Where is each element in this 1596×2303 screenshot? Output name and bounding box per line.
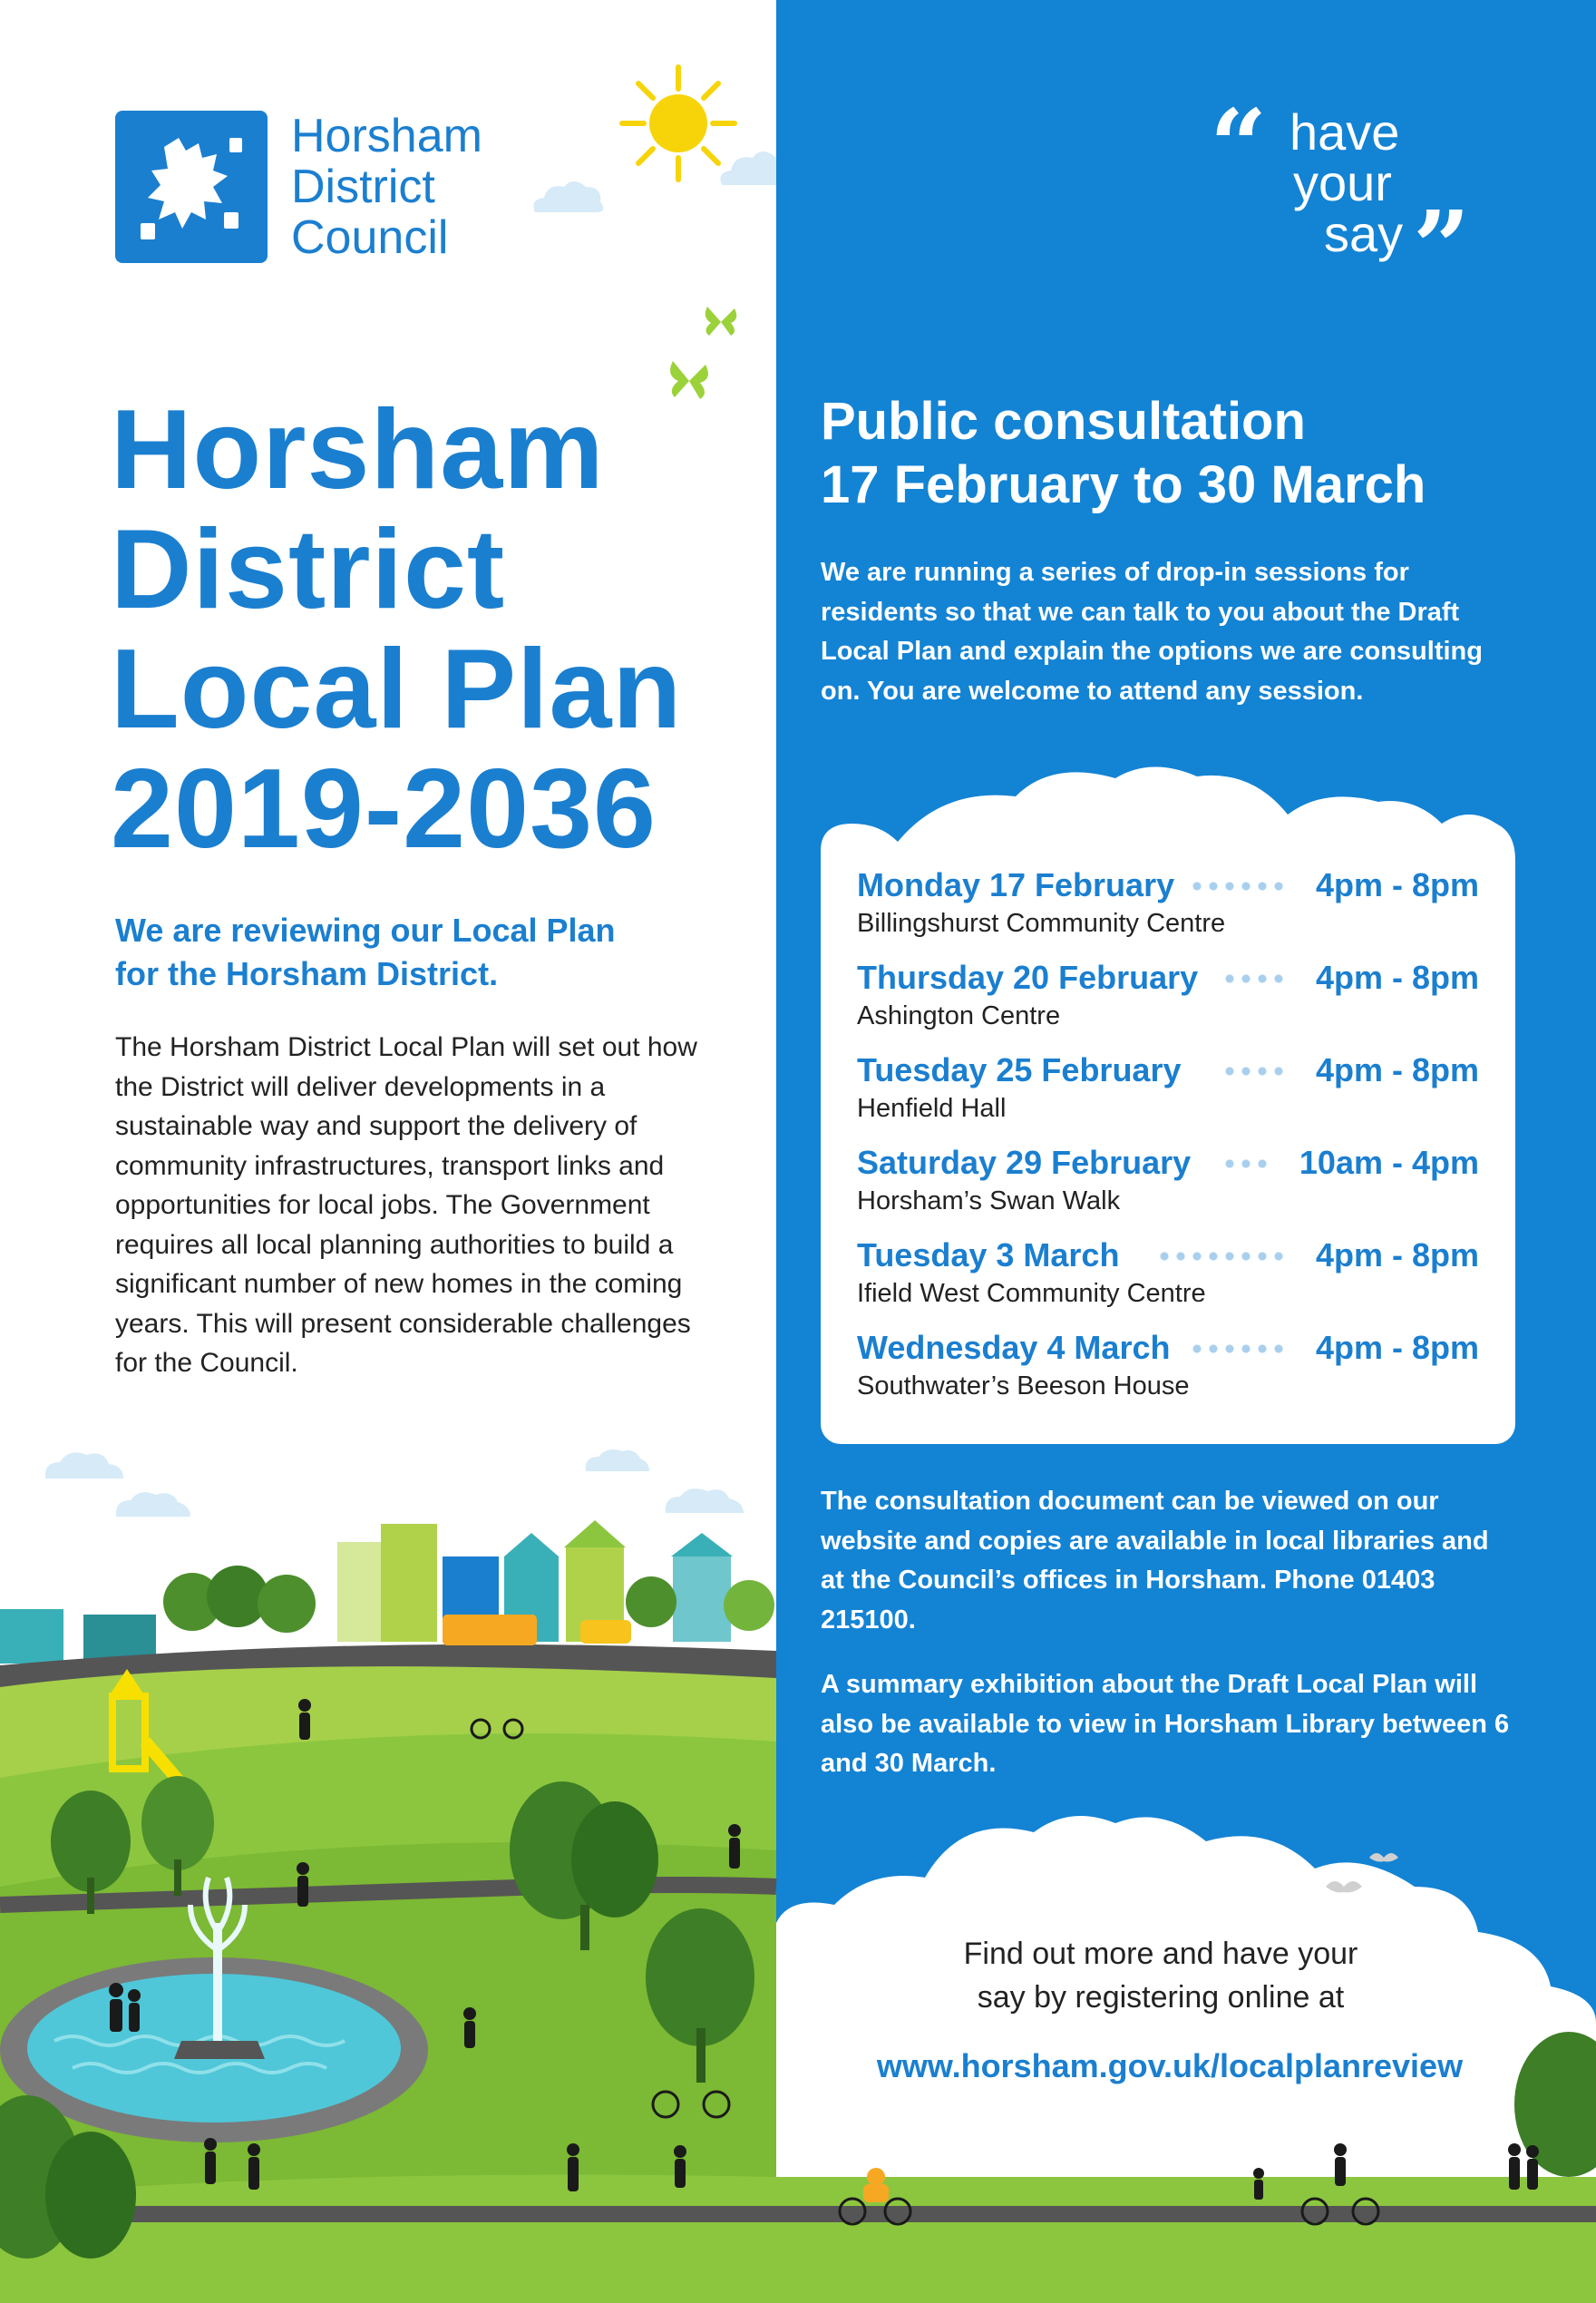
session-time: 4pm - 8pm xyxy=(1315,1051,1479,1088)
session-day: Saturday 29 February xyxy=(857,1144,1192,1181)
session-day: Tuesday 25 February xyxy=(857,1051,1182,1088)
find-out-line: Find out more and have your xyxy=(963,1937,1358,1971)
open-quote-icon: “ xyxy=(1210,87,1268,204)
session-venue: Ashington Centre xyxy=(857,1001,1061,1030)
subtitle-line: for the Horsham District. xyxy=(115,955,499,992)
session-time: 4pm - 8pm xyxy=(1315,1329,1479,1366)
council-name-line: Council xyxy=(291,211,449,264)
session-venue: Southwater’s Beeson House xyxy=(857,1371,1190,1400)
session-time: 4pm - 8pm xyxy=(1315,866,1479,903)
find-out-line: say by registering online at xyxy=(977,1980,1345,2015)
session-time: 4pm - 8pm xyxy=(1315,959,1479,996)
session-venue: Horsham’s Swan Walk xyxy=(857,1186,1121,1215)
council-name-line: Horsham xyxy=(291,110,482,162)
document-info: The consultation document can be viewed on our website and copies are available in local libraries and at the Council’s offices in Horsham. Phone 01403 215100. xyxy=(821,1487,1489,1635)
session-day: Tuesday 3 March xyxy=(857,1236,1120,1273)
title-line: Local Plan xyxy=(111,627,683,752)
title-line: 2019-2036 xyxy=(111,747,657,872)
find-out-more xyxy=(889,1932,1433,2019)
title-line: District xyxy=(111,507,506,632)
have-your-say-line: your xyxy=(1293,154,1392,211)
session-day: Wednesday 4 March xyxy=(857,1329,1171,1366)
council-name-line: District xyxy=(291,161,435,213)
exhibition-info: A summary exhibition about the Draft Local Plan will also be available to view in Horsham Library between 6 and 30 March. xyxy=(821,1670,1510,1778)
subtitle-line: We are reviewing our Local Plan xyxy=(115,912,616,949)
consultation-heading-line: Public consultation xyxy=(821,392,1306,451)
consultation-intro: We are running a series of drop-in sessions for residents so that we can talk to you about the Draft Local Plan and explain the options we are consulting on. You are welcome to attend any session. xyxy=(821,558,1483,706)
session-time: 4pm - 8pm xyxy=(1315,1236,1479,1273)
session-day: Thursday 20 February xyxy=(857,959,1199,996)
session-time: 10am - 4pm xyxy=(1299,1144,1479,1181)
have-your-say-line: say xyxy=(1324,205,1404,262)
consultation-heading-line: 17 February to 30 March xyxy=(821,455,1426,514)
session-venue: Billingshurst Community Centre xyxy=(857,909,1226,938)
session-venue: Ifield West Community Centre xyxy=(857,1279,1206,1308)
title-line: Horsham xyxy=(111,387,605,512)
session-venue: Henfield Hall xyxy=(857,1094,1007,1123)
close-quote-icon: ” xyxy=(1413,189,1471,306)
website-link[interactable]: www.horsham.gov.uk/localplanreview xyxy=(876,2047,1464,2084)
intro-paragraph: The Horsham District Local Plan will set out how the District will deliver developments in a sustainable way and support the delivery of community infrastructures, transport links and opportunities for local jobs. The Government requires all local planning authorities to build a significant number of new homes in the coming years. This will present considerable challenges for the Council. xyxy=(115,1032,697,1378)
session-day: Monday 17 February xyxy=(857,866,1175,903)
have-your-say-line: have xyxy=(1289,103,1400,161)
